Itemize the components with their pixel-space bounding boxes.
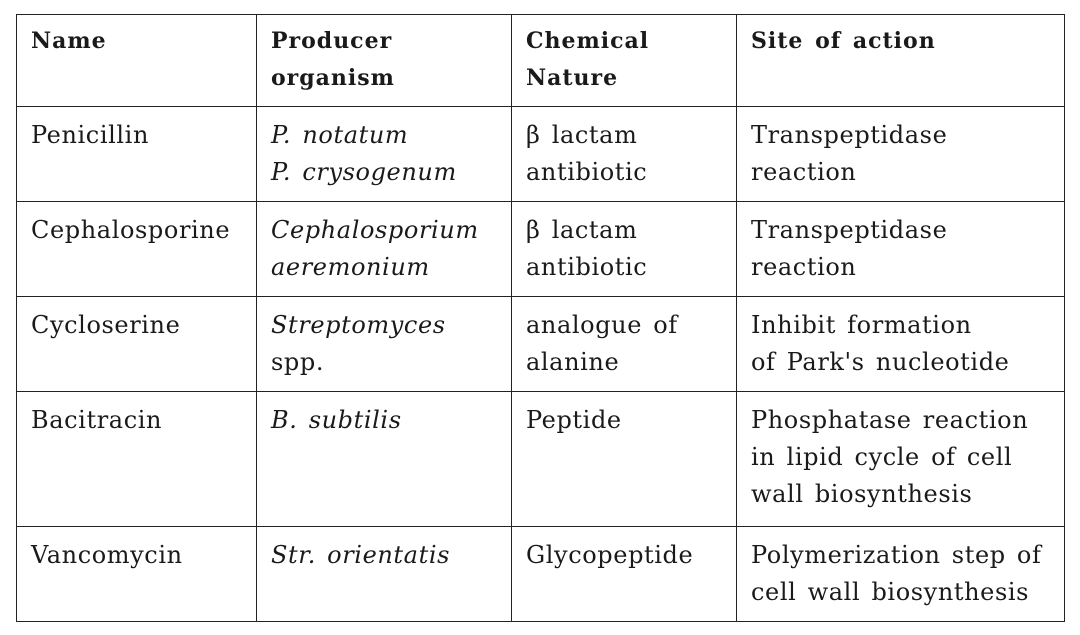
site-line: Phosphatase reaction: [751, 406, 1029, 434]
antibiotics-table: [16, 14, 1065, 622]
cell-producer: [257, 527, 512, 622]
header-chemical-line1: Chemical: [526, 28, 650, 54]
chemical-line: analogue of: [526, 311, 678, 339]
header-producer-line2: organism: [271, 65, 395, 91]
cell-producer: [257, 107, 512, 202]
header-producer-organism: [257, 15, 512, 107]
header-site-text: Site of action: [751, 28, 936, 54]
cell-name: [17, 202, 257, 297]
cell-site: [737, 392, 1065, 527]
cell-chemical: [512, 107, 737, 202]
cell-name: [17, 297, 257, 392]
producer-line: spp.: [271, 348, 325, 376]
header-name: [17, 15, 257, 107]
cell-name: [17, 392, 257, 527]
site-line: Polymerization step of: [751, 541, 1042, 569]
antibiotic-name: Cycloserine: [31, 311, 181, 339]
producer-line: P. notatum: [271, 121, 409, 149]
document-page: [16, 14, 1064, 628]
table-row: [17, 202, 1065, 297]
site-line: wall biosynthesis: [751, 480, 973, 508]
producer-line: B. subtilis: [271, 406, 402, 434]
producer-line: aeremonium: [271, 253, 430, 281]
antibiotic-name: Vancomycin: [31, 541, 183, 569]
cell-site: [737, 297, 1065, 392]
header-row: [17, 15, 1065, 107]
cell-producer: [257, 202, 512, 297]
chemical-line: β lactam: [526, 121, 638, 149]
cell-chemical: [512, 527, 737, 622]
table-row: [17, 297, 1065, 392]
cell-producer: [257, 392, 512, 527]
chemical-line: Glycopeptide: [526, 541, 694, 569]
site-line: of Park's nucleotide: [751, 348, 1010, 376]
header-producer-line1: Producer: [271, 28, 393, 54]
cell-site: [737, 107, 1065, 202]
chemical-line: antibiotic: [526, 158, 648, 186]
table-row: [17, 527, 1065, 622]
site-line: Transpeptidase: [751, 121, 948, 149]
table-row: [17, 392, 1065, 527]
cell-chemical: [512, 202, 737, 297]
producer-line: P. crysogenum: [271, 158, 457, 186]
site-line: cell wall biosynthesis: [751, 578, 1030, 606]
antibiotic-name: Cephalosporine: [31, 216, 231, 244]
cell-name: [17, 107, 257, 202]
cell-name: [17, 527, 257, 622]
antibiotic-name: Penicillin: [31, 121, 150, 149]
producer-line: Cephalosporium: [271, 216, 479, 244]
header-chemical-nature: [512, 15, 737, 107]
cell-chemical: [512, 392, 737, 527]
table-header: [17, 15, 1065, 107]
cell-chemical: [512, 297, 737, 392]
producer-line: Str. orientatis: [271, 541, 451, 569]
antibiotic-name: Bacitracin: [31, 406, 163, 434]
site-line: in lipid cycle of cell: [751, 443, 1013, 471]
site-line: reaction: [751, 158, 857, 186]
site-line: Inhibit formation: [751, 311, 972, 339]
header-chemical-line2: Nature: [526, 65, 619, 91]
cell-producer: [257, 297, 512, 392]
table-row: [17, 107, 1065, 202]
chemical-line: β lactam: [526, 216, 638, 244]
header-site-of-action: [737, 15, 1065, 107]
cell-site: [737, 527, 1065, 622]
site-line: reaction: [751, 253, 857, 281]
table-body: [17, 107, 1065, 622]
chemical-line: antibiotic: [526, 253, 648, 281]
site-line: Transpeptidase: [751, 216, 948, 244]
cell-site: [737, 202, 1065, 297]
header-name-text: Name: [31, 28, 107, 54]
chemical-line: Peptide: [526, 406, 622, 434]
producer-line: Streptomyces: [271, 311, 446, 339]
chemical-line: alanine: [526, 348, 620, 376]
